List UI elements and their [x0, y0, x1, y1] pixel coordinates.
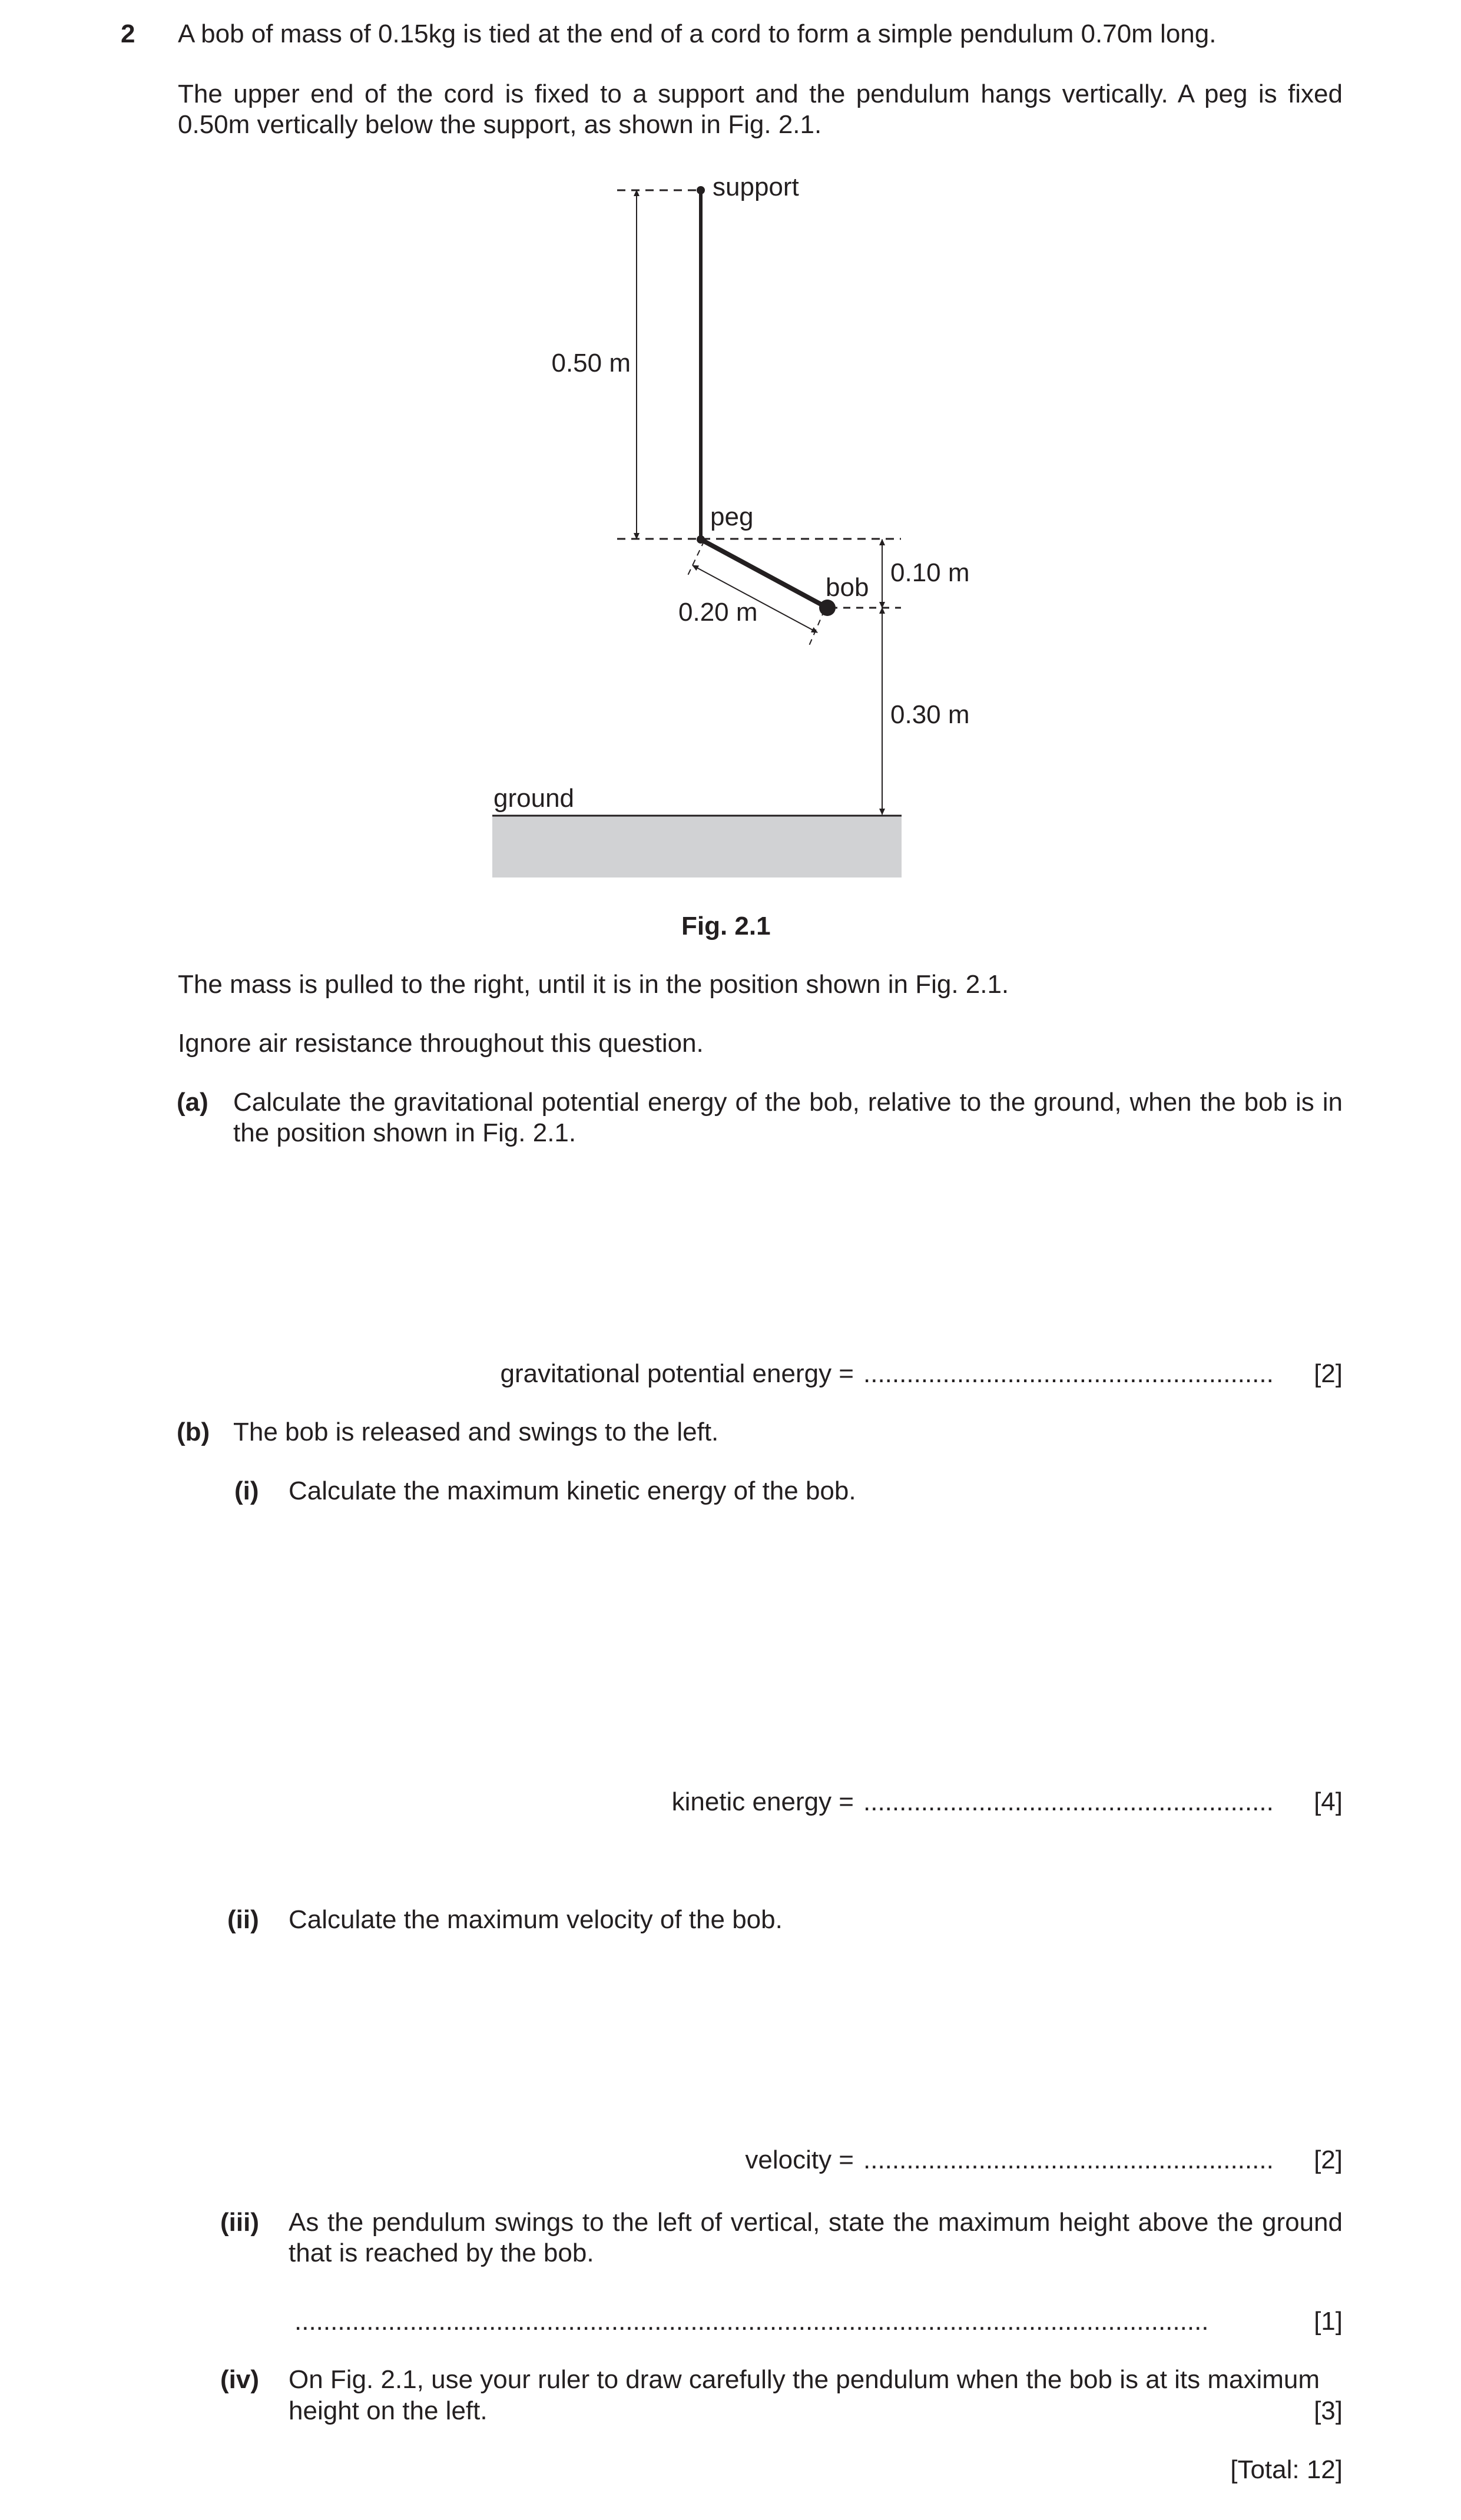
ground-block	[492, 816, 902, 877]
figure-caption: Fig. 2.1	[681, 912, 771, 941]
part-b-i-answer-line[interactable]: .........................................................	[863, 1787, 1274, 1816]
dim-020-extension-bottom	[809, 610, 824, 645]
intro-paragraph-1: A bob of mass of 0.15kg is tied at the end of a cord to form a simple pendulum 0.70m long.	[178, 19, 1217, 48]
question-number: 2	[121, 19, 135, 48]
part-b-label: (b)	[177, 1418, 210, 1446]
label-dim-030: 0.30 m	[890, 700, 970, 729]
part-b-ii-answer-line[interactable]: .........................................................	[863, 2145, 1274, 2174]
part-a-marks: [2]	[1314, 1359, 1343, 1388]
pendulum-figure	[0, 0, 1461, 978]
support-point	[697, 186, 705, 194]
part-a-text: Calculate the gravitational potential energy of the bob, relative to the ground, when the bob is in the position shown in Fig. 2.1.	[233, 1088, 1343, 1147]
part-b-ii-answer-prompt: velocity =	[745, 2145, 854, 2174]
label-bob: bob	[826, 573, 869, 602]
part-a-answer-line[interactable]: .........................................................	[863, 1359, 1274, 1388]
part-b-i-answer-prompt: kinetic energy =	[671, 1787, 854, 1816]
part-b-iv-label: (iv)	[220, 2365, 259, 2394]
part-b-iv-text-line1: On Fig. 2.1, use your ruler to draw carefully the pendulum when the bob is at its maximum	[289, 2365, 1320, 2394]
part-b-i-marks: [4]	[1314, 1787, 1343, 1816]
part-b-ii-marks: [2]	[1314, 2145, 1343, 2174]
intro-paragraph-2: The upper end of the cord is fixed to a support and the pendulum hangs vertically. A peg is fixed 0.50m vertically below the support, as shown in Fig. 2.1.	[178, 80, 1343, 139]
part-b-text: The bob is released and swings to the left.	[233, 1418, 719, 1446]
question-total: [Total: 12]	[1230, 2455, 1343, 2484]
part-b-iii-label: (iii)	[220, 2208, 259, 2237]
after-figure-text-1: The mass is pulled to the right, until it is in the position shown in Fig. 2.1.	[178, 970, 1009, 999]
part-b-iii-text: As the pendulum swings to the left of vertical, state the maximum height above the ground that is reached by the bob.	[289, 2208, 1343, 2267]
part-b-ii-label: (ii)	[227, 1905, 259, 1934]
part-b-i-text: Calculate the maximum kinetic energy of the bob.	[289, 1476, 856, 1505]
part-a-answer-prompt: gravitational potential energy =	[500, 1359, 854, 1388]
part-b-ii-text: Calculate the maximum velocity of the bob.	[289, 1905, 783, 1934]
label-peg: peg	[710, 502, 754, 531]
label-dim-050: 0.50 m	[551, 349, 631, 377]
label-dim-020: 0.20 m	[678, 598, 758, 627]
part-b-iv-marks: [3]	[1314, 2396, 1343, 2425]
after-figure-text-2: Ignore air resistance throughout this question.	[178, 1029, 704, 1058]
part-b-iii-marks: [1]	[1314, 2307, 1343, 2336]
label-support: support	[713, 173, 799, 201]
part-b-iii-answer-line[interactable]: ...............................................................................................................................	[294, 2307, 1209, 2336]
dim-020-extension-top	[687, 541, 704, 578]
part-a-label: (a)	[177, 1088, 208, 1117]
label-dim-010: 0.10 m	[890, 558, 970, 587]
bob-mass	[819, 600, 836, 616]
part-b-iv-text-line2: height on the left.	[289, 2396, 488, 2425]
part-b-i-label: (i)	[234, 1476, 259, 1505]
label-ground: ground	[493, 784, 575, 813]
